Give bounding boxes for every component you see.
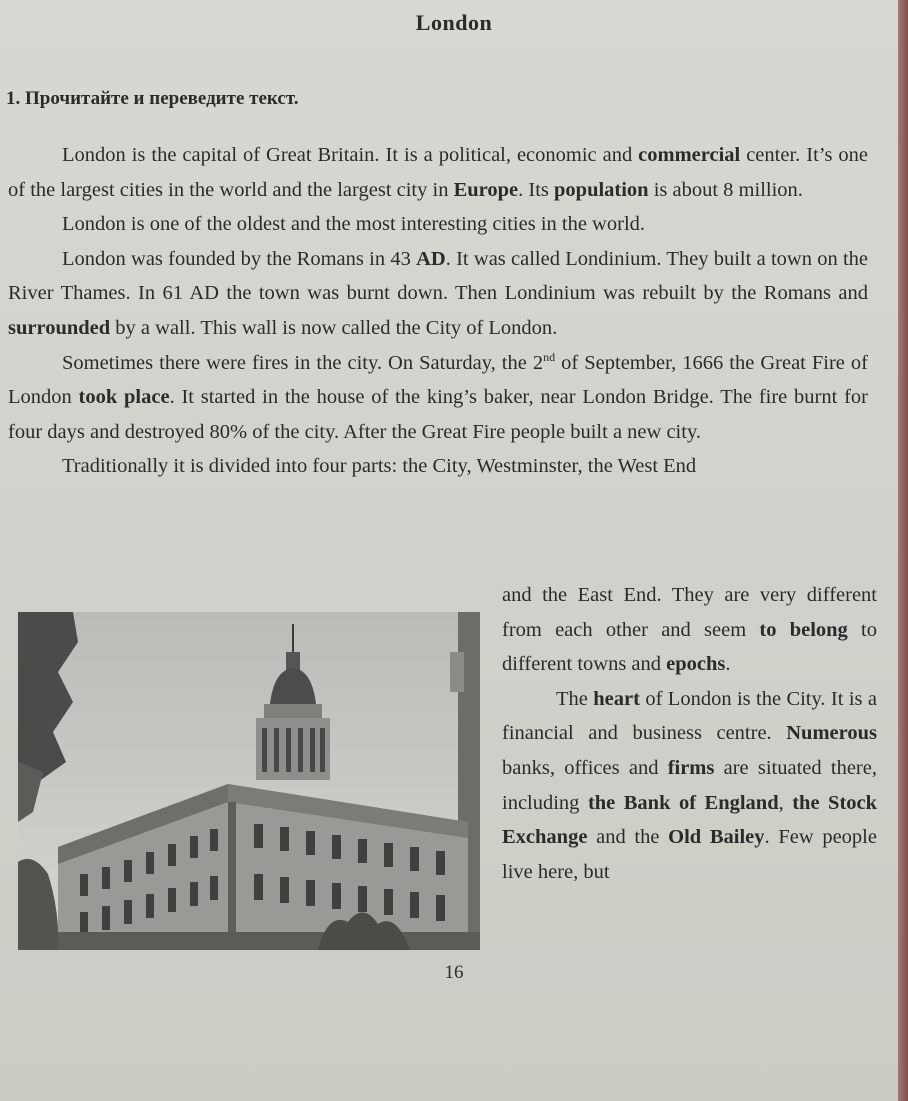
old-bailey-illustration bbox=[18, 612, 480, 950]
paragraph-4: Sometimes there were fires in the city. On Saturday, the 2nd of September, 1666 the Great Fire of London took place. It started in the house of the king’s baker, near London Bridge. The fire burnt for four days and destroyed 80% of the city. After the Great Fire people built a new city. bbox=[8, 349, 869, 443]
task-instruction: 1. Прочитайте и переведите текст. bbox=[6, 88, 299, 109]
word-commercial: commercial bbox=[638, 144, 741, 166]
word-surrounded: surrounded bbox=[8, 316, 111, 339]
word-numerous: Numerous bbox=[786, 722, 877, 745]
word-epochs: epochs bbox=[666, 653, 726, 676]
term-bank-of-england: the Bank of England bbox=[587, 791, 779, 814]
term-stock-exchange: the Stock Exchange bbox=[502, 791, 878, 849]
page-number: 16 bbox=[444, 962, 464, 983]
word-took-place: took place bbox=[78, 386, 170, 409]
word-ad: AD bbox=[416, 247, 446, 270]
page-edge bbox=[898, 0, 908, 1101]
term-old-bailey: Old Bailey bbox=[668, 826, 765, 849]
word-firms: firms bbox=[667, 756, 715, 779]
article-text bbox=[8, 138, 868, 484]
old-bailey-photo bbox=[18, 612, 480, 950]
word-heart: heart bbox=[593, 687, 640, 710]
paragraph-1: London is the capital of Great Britain. It is a political, economic and commercial center. It’s one of the largest cities in the world and the largest city in Europe. Its population is about 8 million. bbox=[8, 144, 868, 201]
word-to-belong: to belong bbox=[759, 618, 848, 641]
paragraph-6: The heart of London is the City. It is a financial and business centre. Numerous banks, offices and firms are situated there, including the Bank of England, the Stock Exchange and the Old Bailey. Few people live here, but bbox=[502, 687, 878, 883]
paragraph-2: London is one of the oldest and the most interesting cities in the world. bbox=[62, 213, 646, 236]
paragraph-5-line-1: Traditionally it is divided into four parts: the City, Westminster, the West End bbox=[62, 455, 697, 478]
word-europe: Europe bbox=[453, 178, 519, 201]
paragraph-5-rest: and the East End. They are very different from each other and seem to belong to different towns and epochs. bbox=[502, 584, 877, 676]
page-title: London bbox=[415, 10, 493, 35]
article-text-continued bbox=[502, 578, 877, 889]
word-population: population bbox=[554, 178, 649, 201]
paragraph-3: London was founded by the Romans in 43 AD. It was called Londinium. They built a town on the River Thames. In 61 AD the town was burnt down. Then Londinium was rebuilt by the Romans and surrounded by a wall. This wall is now called the City of London. bbox=[8, 247, 869, 339]
